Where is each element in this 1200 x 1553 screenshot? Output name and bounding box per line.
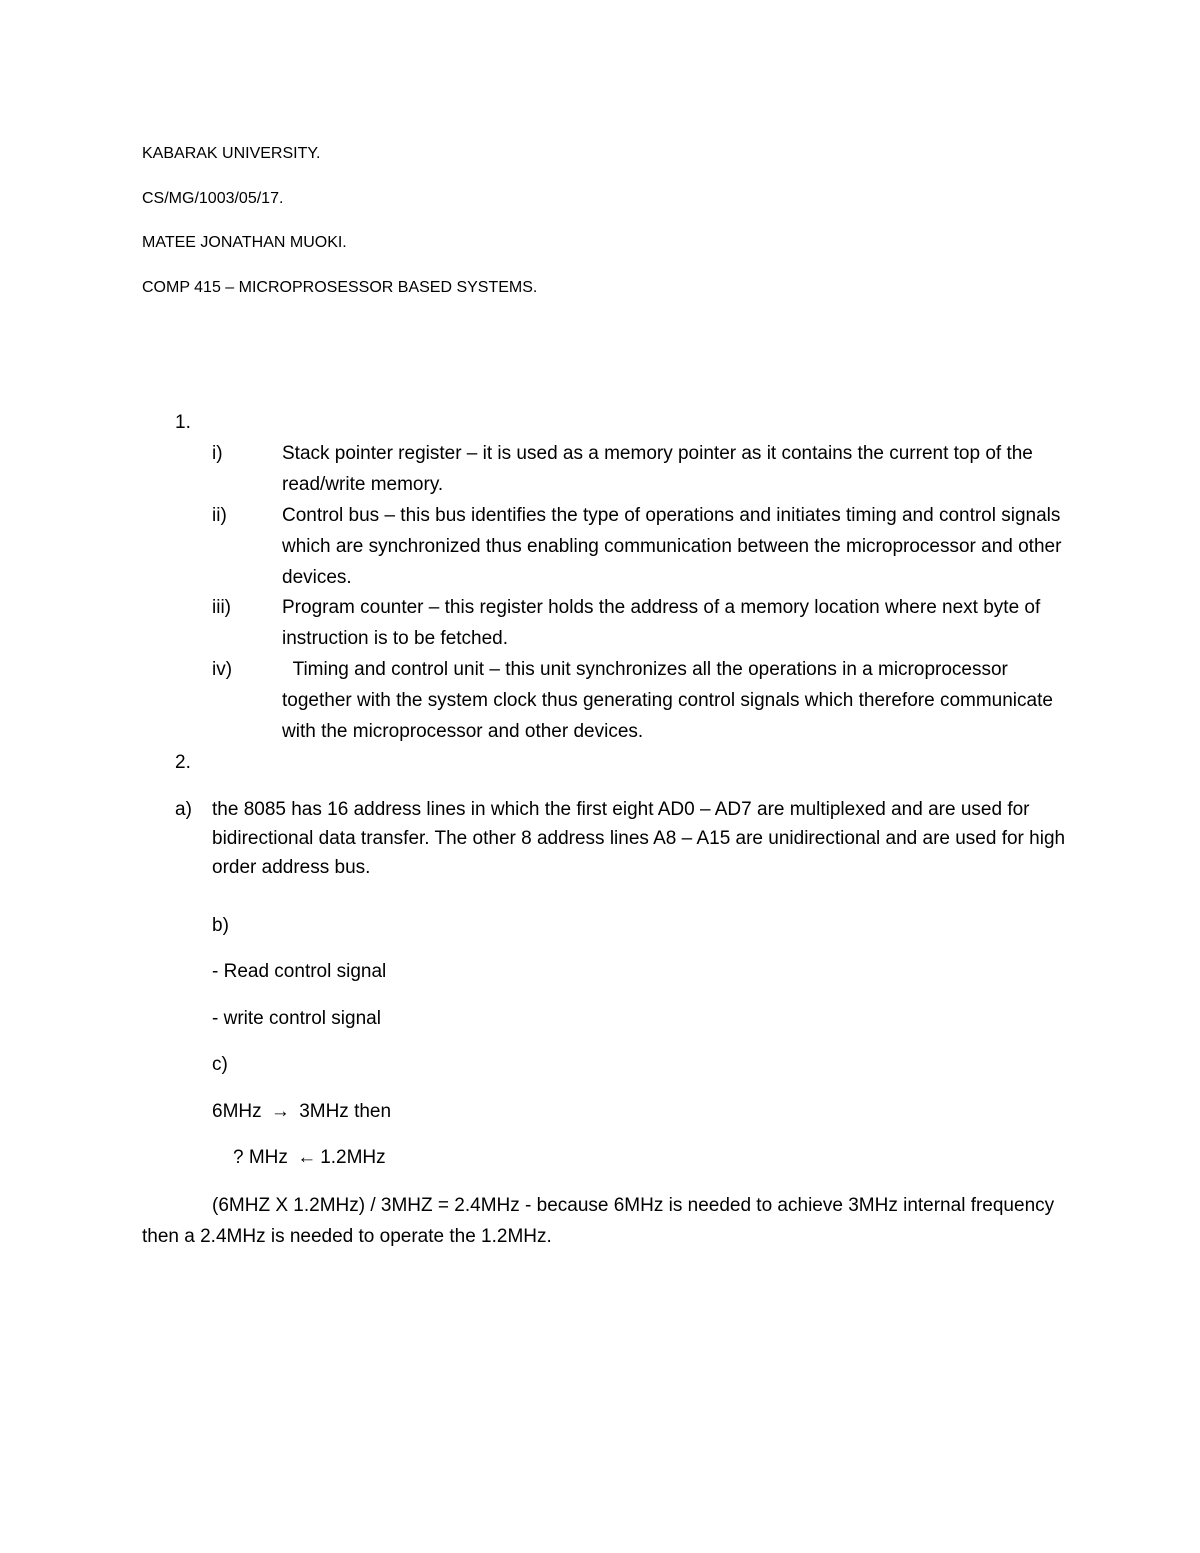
registration-number: CS/MG/1003/05/17. [142, 190, 284, 207]
q2-c-line-2 [233, 1142, 386, 1173]
q2-a-text: the 8085 has 16 address lines in which the first eight AD0 – AD7 are multiplexed and are used for bidirectional data transfer. The other 8 address lines A8 – A15 are unidirectional and are used for high order address bus. [212, 799, 1066, 878]
q2-c-line-1-left: 6MHz [212, 1101, 262, 1122]
q2-c-line-2-left: ? MHz [233, 1147, 288, 1168]
course-title: COMP 415 – MICROPROSESSOR BASED SYSTEMS. [142, 279, 538, 296]
student-name: MATEE JONATHAN MUOKI. [142, 234, 347, 251]
q1-item-label: iv) [212, 659, 233, 680]
q1-item-text: Stack pointer register – it is used as a memory pointer as it contains the current top of the read/write memory. [282, 443, 1033, 495]
q2-b-item: - write control signal [212, 1008, 381, 1029]
q1-item-label: i) [212, 443, 223, 464]
q1-item-text: Control bus – this bus identifies the type of operations and initiates timing and control signals which are synchronized thus enabling communication between the microprocessor and other devices. [282, 505, 1062, 588]
university-name: KABARAK UNIVERSITY. [142, 145, 321, 162]
question-2-number: 2. [175, 752, 191, 773]
left-arrow-icon: ← [297, 1147, 317, 1168]
q2-c-line-1 [212, 1096, 391, 1127]
q2-b-item: - Read control signal [212, 961, 387, 982]
q2-c-explanation: (6MHZ X 1.2MHz) / 3MHZ = 2.4MHz - because 6MHz is needed to achieve 3MHz internal frequency then a 2.4MHz is needed to operate the 1.2MHz. [142, 1195, 1055, 1247]
q1-item-text: Program counter – this register holds the address of a memory location where next byte of instruction is to be fetched. [282, 597, 1041, 649]
q1-item-label: iii) [212, 597, 231, 618]
q2-c-line-2-right: 1.2MHz [320, 1147, 386, 1168]
q2-c-line-1-right: 3MHz then [299, 1101, 392, 1122]
question-1-number: 1. [175, 412, 191, 433]
q1-item-text: Timing and control unit – this unit synchronizes all the operations in a microprocessor together with the system clock thus generating control signals which therefore communicate with the microprocessor and other devices. [282, 659, 1059, 742]
q1-item-label: ii) [212, 505, 227, 526]
q2-c-label: c) [212, 1054, 228, 1075]
q2-a-label: a) [175, 799, 192, 820]
q2-b-label: b) [212, 915, 229, 936]
right-arrow-icon: → [270, 1101, 290, 1122]
